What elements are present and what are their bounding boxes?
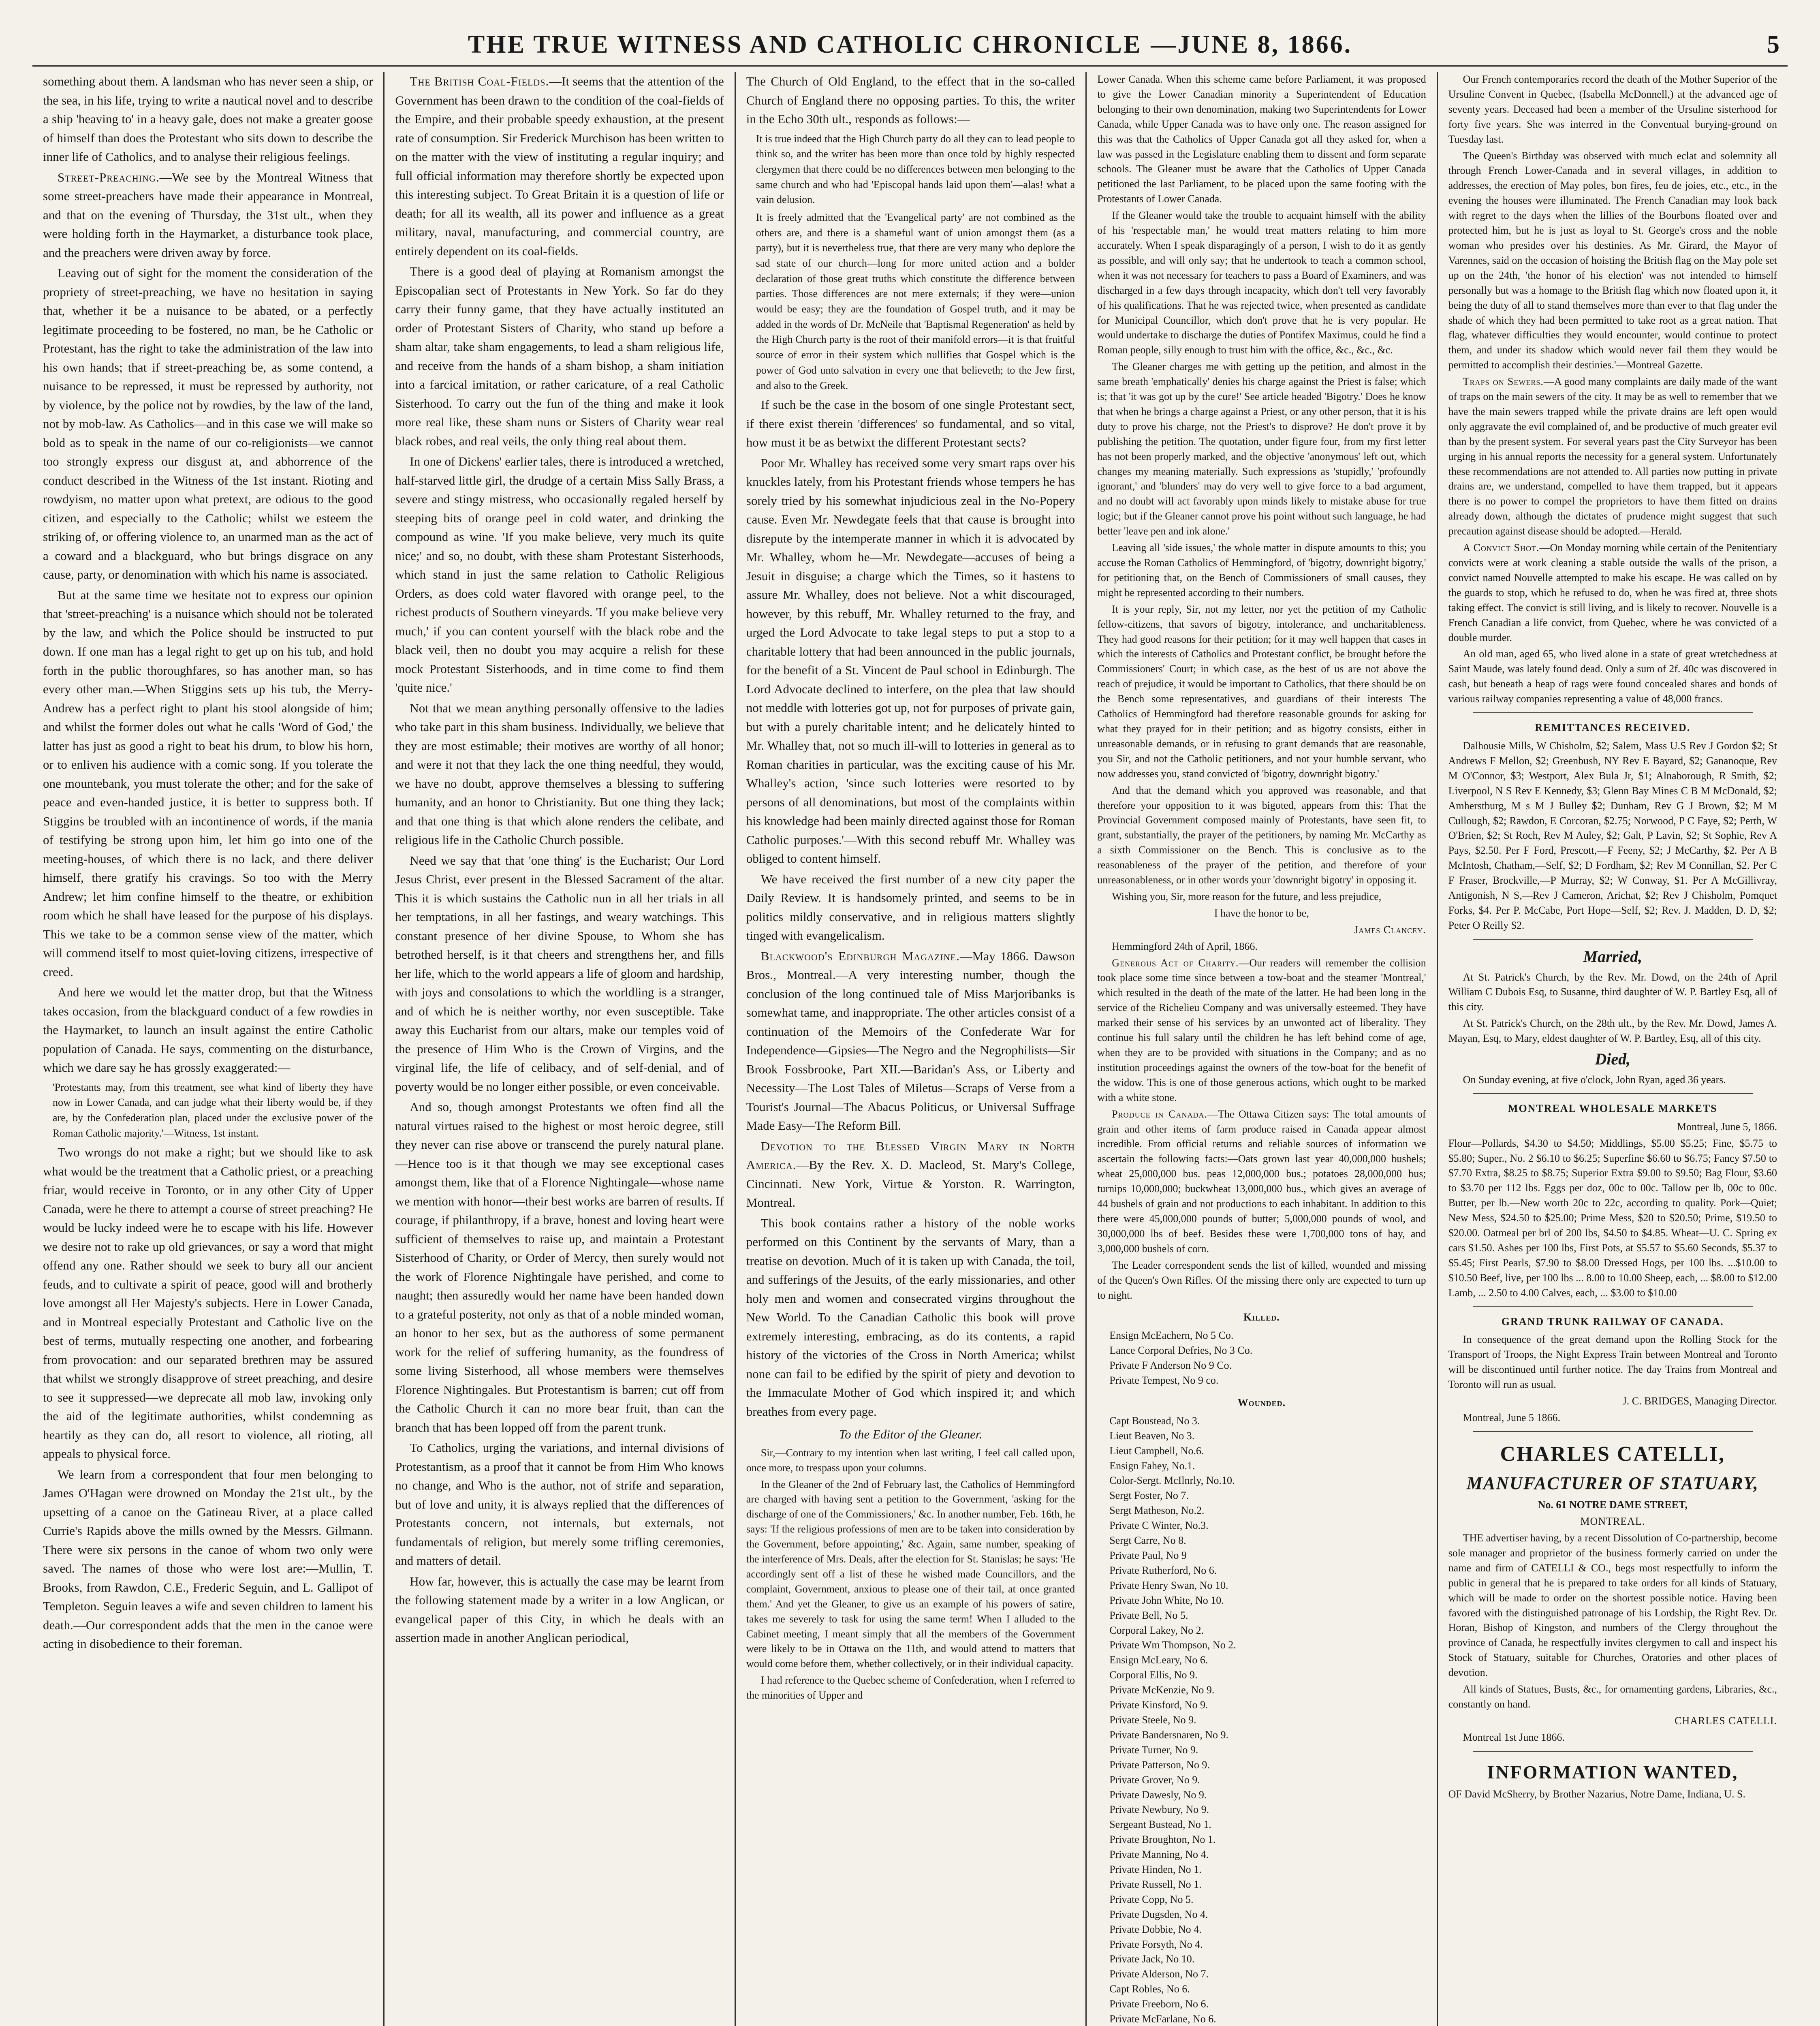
masthead [32, 16, 1788, 67]
quotation: It is true indeed that the High Church party do all they can to lead people to think so, and the writer has been more than once told by highly respected clergymen that there could be no differences between men belonging to the same church and who had 'Episcopal hands laid upon them'—alas! what a vain delusion. [756, 133, 1075, 206]
article-heading: The British Coal-Fields. [410, 74, 549, 88]
page-number: 5 [1767, 31, 1779, 58]
casualty-item: Private Dawesly, No 9. [1109, 1789, 1207, 1801]
article-paragraph: There is a good deal of playing at Romanism amongst the Episcopalian sect of Protestants in New York. So far do they carry their funny game, that they have actually instituted an order of Protestant Sisters of Charity, who stand up before a sham altar, take sham engagements, to lead a sham religious life, and receive from the hands of a sham bishop, a sham initiation into a farcical imitation, or rather caricature, of a real Catholic Sisterhood. To carry out the fun of the thing and make it look more real like, these sham nuns or Sisters of Charity wear real black robes, and real veils, the only thing real about them. [395, 264, 724, 448]
advertiser-signature: CHARLES CATELLI. [1675, 1714, 1777, 1727]
casualty-item: Private Rutherford, No 6. [1109, 1564, 1217, 1576]
wounded-list [1109, 1414, 1426, 2026]
casualty-item: Private Grover, No 9. [1109, 1774, 1200, 1786]
divider [1473, 939, 1753, 940]
casualty-item: Private John White, No 10. [1109, 1594, 1224, 1606]
died-heading: Died, [1595, 1050, 1631, 1069]
advertiser-trade: MANUFACTURER OF STATUARY, [1466, 1473, 1759, 1493]
article-heading: Street-Preaching. [58, 170, 160, 184]
info-wanted-heading: INFORMATION WANTED, [1487, 1761, 1739, 1782]
casualty-item: Private Dobbie, No 4. [1109, 1923, 1202, 1935]
article-paragraph: And so, though amongst Protestants we often find all the natural virtues raised to the highest or most heroic degree, still they never can rise above or transcend the purely natural plane.—Hence too is it that though we may see exceptional cases amongst them, like that of a Florence Nightingale—whose name we mention with honor—their best works are barren of results. If courage, if philanthropy, if a brave, honest and loving heart were sufficient of themselves to raise up, and maintain a Protestant Sisterhood of Charity, or Order of Mercy, then surely would not the work of Florence Nightingale have perished, and come to naught; then assuredly would her name have been handed down to a grateful posterity, not only as that of a noble minded woman, an honor to her sex, but as the authoress of some permanent work for the relief of suffering humanity, as the foundress of some living Sisterhood, all whose members were themselves Florence Nightingales. But Protestantism is barren; cut off from the Catholic Church it can no more bear fruit, than can the branch that has been lopped off from the parent trunk. [395, 1100, 724, 1434]
married-heading: Married, [1583, 947, 1643, 966]
article-paragraph: Need we say that that 'one thing' is the Eucharist; Our Lord Jesus Christ, ever present in the Blessed Sacrament of the altar. This it is which sustains the Catholic nun in all her trials in all her temptations, in all her fastings, and weary watchings. This constant presence of her divine Spouse, to Whom she has betrothed herself, is it that cheers and strengthens her, and fills her life, which to the world appears a life of gloom and hardship, with joys and consolations to which the worldling is a stranger, and of which he is neither worthy, nor even susceptible. Take away this Eucharist from our altars, make our temples void of the presence of Him Who is the Crown of Virgins, and the virginal life, the life of celibacy, and of self-denial, and of poverty would be no longer either possible, or even conceivable. [395, 853, 724, 1094]
article-charity [1097, 956, 1426, 1105]
article-heading: A Convict Shot. [1463, 542, 1540, 554]
article-heading: Produce in Canada. [1112, 1108, 1207, 1120]
article-coal-fields [395, 72, 724, 261]
casualty-item: Private F Anderson No 9 Co. [1109, 1359, 1232, 1372]
letter-heading: To the Editor of the Gleaner. [839, 1427, 983, 1442]
casualty-item: Sergt Matheson, No.2. [1109, 1505, 1205, 1517]
killed-list [1109, 1328, 1426, 1388]
article-paragraph: How far, however, this is actually the case may be learnt from the following statement made by a writer in a low Anglican, or evangelical paper of this City, in which he deals with an assertion made in another Anglican periodical, [395, 1574, 724, 1645]
article-text: —May 1866. Dawson Bros., Montreal.—A very interesting number, though the conclusion of the long continued tale of Miss Marjoribanks is somewhat tame, and inappropriate. The other articles consist of a continuation of the Memoirs of the Confederate War for Independence—Gipsies—The Negro and the Negrophilists—Sir Brook Fossbrooke, Part XII.—Baridan's Ass, or Liberty and Necessity—The Lost Tales of Miletus—Scraps of Verse from a Tourist's Journal—The Abacus Politicus, or Universal Suffrage Made Easy—The Reform Bill. [746, 949, 1075, 1133]
article-text: —Our readers will remember the collision took place some time since between a tow-boat and the steamer 'Montreal,' which resulted in the death of the mate of the latter. He had been long in the service of the Richelieu Company and was universally esteemed. They have marked their sense of his services by an unwonted act of liberality. They continue his full salary until the children he has left behind come of age, when they are to be provided with situations in the Company; and as no institution proceedings against the owners of the tow-boat for the benefit of the widow. This is one of those generous actions, which ought to be marked with a white stone. [1097, 957, 1426, 1103]
article-paragraph: We have received the first number of a new city paper the Daily Review. It is handsomely printed, and seems to be in politics mildly conservative, and in religious matters slightly tinged with evangelicalism. [746, 872, 1075, 943]
casualty-item: Private Dugsden, No 4. [1109, 1908, 1208, 1920]
casualty-item: Private Bell, No 5. [1109, 1609, 1188, 1621]
markets-date: Montreal, June 5, 1866. [1677, 1120, 1777, 1133]
markets-prices: Flour—Pollards, $4.30 to $4.50; Middlings, $5.00 $5.25; Fine, $5.75 to $5.80; Super., No. 2 $6.10 to $6.25; Superfine $6.60 to $6.75; Fancy $7.50 to $7.70 Extra, $8.25 to $8.75; Superior Extra $9.00 to $9.50; Bag Flour, $3.60 to $3.70 per 112 lbs. Eggs per doz, 00c to 00c. Tallow per lb, 00c to 00c. Butter, per lb.—New worth 20c to 22c, according to quality. Pork—Quiet; New Mess, $24.50 to $25.00; Prime Mess, $20 to $20.50; Prime, $19.50 to $20.00. Oatmeal per brl of 200 lbs, $4.50 to $4.85. Wheat—U. C. Spring ex cars $1.50. Ashes per 100 lbs, First Pots, at $5.57 to $5.60 Seconds, $5.37 to $5.45; First Pearls, $7.90 to $8.00 Dressed Hogs, per 100 lbs. ...$10.00 to $10.50 Beef, live, per 100 lbs ... 8.00 to 10.00 Sheep, each, ... $8.00 to $12.00 Lamb, ... 2.50 to 4.00 Calves, each, ... $3.00 to $10.00 [1448, 1137, 1777, 1299]
casualty-item: Private Steele, No 9. [1109, 1714, 1196, 1726]
article-paragraph: Leaving out of sight for the moment the consideration of the propriety of street-preaching, we have no hesitation in saying that, whether it be a nuisance to be abated, or a perfectly legitimate proceeding to be fostered, no man, be he Catholic or Protestant, has the right to take the administration of the law into his own hands; that if street-preaching be, as some contend, a nuisance to be repressed, it must be repressed by authority, not by violence, by the police not by rowdies, by the law of the land, not by mob-law. As Catholics—and in this case we will make so bold as to speak in the name of our co-religionists—we cannot too strongly express our disgust at, and abhorrence of the conduct described in the Witness of the 1st instant. Rioting and rowdyism, no matter upon what pretext, are odious to the good citizen, and especially to the Catholic; whilst we esteem the striking of, or offering violence to, an unarmed man as the act of a coward and a blackguard, who but brings disgrace on any cause, party, or denomination with which his name is associated. [43, 266, 373, 581]
casualty-item: Private Copp, No 5. [1109, 1893, 1194, 1905]
article-paragraph: Not that we mean anything personally offensive to the ladies who take part in this sham business. Individually, we believe that they are most estimable; their motives are worthy of all honor; and were it not that they lack the one thing needful, they would, we have no doubt, approve themselves a blessing to suffering humanity, and an honor to Christianity. But one thing they lack; and that one thing is that which alone renders the celibate, and religious life in the Catholic Church possible. [395, 701, 724, 847]
casualty-item: Private Freeborn, No 6. [1109, 1998, 1209, 2010]
casualty-item: Corporal Lakey, No 2. [1109, 1624, 1204, 1636]
casualty-item: Private Patterson, No 9. [1109, 1759, 1210, 1771]
casualty-item: Private Jack, No 10. [1109, 1953, 1195, 1965]
casualty-item: Lieut Campbell, No.6. [1109, 1445, 1204, 1457]
issue-date: —JUNE 8, 1866. [1151, 31, 1352, 58]
letter-paragraph: Wishing you, Sir, more reason for the future, and less prejudice, [1112, 890, 1382, 902]
advertisement-body: THE advertiser having, by a recent Dissolution of Co-partnership, become sole manager and proprietor of the business formerly carried on under the name and firm of CATELLI & CO., begs most respectfully to inform the public in general that he is prepared to take orders for all kinds of Statuary, which will be made to order on the shortest possible notice. Having been favored with the distinguished patronage of his Lordship, the Right Rev. Dr. Horan, Bishop of Kingston, and numbers of the Clergy throughout the province of Canada, he respectfully invites clergymen to call and inspect his Stock of Statuary, suitable for Churches, Oratories and other places of devotion. [1448, 1532, 1777, 1679]
column-3 [735, 72, 1085, 2026]
casualty-item: Private Alderson, No 7. [1109, 1968, 1209, 1980]
casualty-item: Private Paul, No 9 [1109, 1549, 1187, 1561]
railway-heading: GRAND TRUNK RAILWAY OF CANADA. [1501, 1315, 1724, 1327]
casualty-item: Sergt Carre, No 8. [1109, 1534, 1186, 1547]
casualty-item: Private Russell, No 1. [1109, 1878, 1202, 1890]
article-heading: Blackwood's Edinburgh Magazine. [760, 949, 960, 963]
article-paragraph: The Church of Old England, to the effect that in the so-called Church of England there no opposing parties. To this, the writer in the Echo 30th ult., responds as follows:— [746, 74, 1075, 126]
railway-date: Montreal, June 5 1866. [1463, 1412, 1561, 1423]
article-text: —It seems that the attention of the Government has been drawn to the condition of the coal-fields of the Empire, and their probable speedy exhaustion, at the present rate of consumption. Sir Frederick Murchison has been written to on the matter with the view of instituting a regular inquiry; and full official information may therefore shortly be expected upon this interesting subject. To Great Britain it is a question of life or death; for all its wealth, all its power and influence as a great military, naval, manufacturing, and commercial country, are entirely dependent on its coal-fields. [395, 74, 724, 258]
article-sewers [1448, 374, 1777, 539]
casualty-item: Sergt Foster, No 7. [1109, 1490, 1189, 1502]
article-produce [1097, 1107, 1426, 1257]
article-paragraph: An old man, aged 65, who lived alone in a state of great wretchedness at Saint Maude, was lately found dead. Only a sum of 2f. 40c was discovered in cash, but beneath a heap of rags were found concealed shares and bonds of various railway companies representing a value of 48,000 francs. [1448, 648, 1777, 705]
advertiser-name: CHARLES CATELLI, [1500, 1442, 1726, 1466]
died-notice: On Sunday evening, at five o'clock, John Ryan, aged 36 years. [1463, 1073, 1726, 1086]
married-notice: At St. Patrick's Church, by the Rev. Mr. Dowd, on the 24th of April William C Dubois Esq, to Susanne, third daughter of W. P. Bartley Esq, all of this city. [1448, 971, 1777, 1013]
column-1 [32, 72, 383, 2026]
remittances-heading: REMITTANCES RECEIVED. [1535, 722, 1691, 734]
divider [1473, 1306, 1753, 1307]
newspaper-title: THE TRUE WITNESS AND CATHOLIC CHRONICLE [468, 31, 1142, 58]
article-paragraph: In one of Dickens' earlier tales, there is introduced a wretched, half-starved little girl, the drudge of a certain Miss Sally Brass, a severe and stingy mistress, who occasionally regaled herself by steeping bits of orange peel in cold water, and drinking the compound as wine. 'If you make believe, very much its quite nice;' and so, no doubt, with these sham Protestant Sisterhoods, which stand in just the same relation to Catholic Religious Orders, as does cold water flavored with orange peel, to the richest products of Southern vineyards. 'If you make believe very much,' if you can content yourself with the black robe and the black veil, then no doubt you may acquire a relish for these mock Protestant Sisterhoods, and in time come to find them 'quite nice.' [395, 454, 724, 695]
letter-closing: I have the honor to be, [1214, 907, 1309, 919]
casualty-item: Private Turner, No 9. [1109, 1744, 1198, 1756]
article-text: —On Monday morning while certain of the Penitentiary convicts were at work cleaning a stable outside the walls of the prison, a convict named Nouvelle attempted to make his escape. He was called on by the guards to stop, which he refused to do, when he was fired at, three shots taking effect. The convict is still living, and is likely to recover. Nouvelle is a French Canadian a life convict, from Quebec, where he was convicted of a double murder. [1448, 542, 1777, 643]
letter-dateline: Hemmingford 24th of April, 1866. [1112, 940, 1258, 952]
article-paragraph: Poor Mr. Whalley has received some very smart raps over his knuckles lately, from his Protestant friends whose tempers he has sorely tried by his somewhat injudicious zeal in the No-Popery cause. Even Mr. Newdegate feels that that cause is brought into disrepute by the intemperate manner in which it is advocated by Mr. Whalley, whom he—Mr. Newdegate—accuses of being a Jesuit in disguise; a charge which the Times, so it hastens to assure Mr. Whalley, does not believe. Not a whit discouraged, however, by this rebuff, Mr. Whalley returned to the fray, and urged the Lord Advocate to take legal steps to put a stop to a charitable lottery that had been announced in the public journals, for the benefit of a St. Vincent de Paul school in Edinburgh. The Lord Advocate declined to interfere, on the plea that law should not meddle with lotteries got up, not for purposes of private gain, but with a purely charitable intent; and he delicately hinted to Mr. Whalley that, not so much ill-will to lotteries in general as to Roman charities in particular, was the exciting cause of his Mr. Whalley's action, 'since such lotteries were resorted to by persons of all denominations, but most of the complaints within his knowledge had been mainly directed against those for Roman Catholic purposes.'—With this second rebuff Mr. Whalley was obliged to content himself. [746, 455, 1075, 866]
article-text: —We see by the Montreal Witness that some street-preachers have made their appearance in Montreal, and that on the evening of Thursday, the 31st ult., when they were holding forth in the Haymarket, a disturbance took place, and the preachers were driven away by force. [43, 170, 373, 260]
divider [1473, 1751, 1753, 1752]
article-heading: Generous Act of Charity. [1112, 957, 1239, 969]
casualty-item: Private Broughton, No 1. [1109, 1834, 1216, 1846]
article-paragraph: The Leader correspondent sends the list of killed, wounded and missing of the Queen's Own Rifles. Of the missing there only are expected to turn up to night. [1097, 1259, 1426, 1301]
casualty-item: Ensign Fahey, No.1. [1109, 1460, 1195, 1472]
remittances-list: Dalhousie Mills, W Chisholm, $2; Salem, Mass U.S Rev J Gordon $2; St Andrews F Mellon, $2; Greenbush, NY Rev E Bayard, $2; Gananoque, Rev M O'Connor, $3; Westport, Alex Bula Jr, $1; Alnaborough, R Smith, $2; Liverpool, N S Rev E Kennedy, $3; Glenn Bay Mines C B M McDonald, $2; Amherstburg, M s M J Bulley $2; Dunham, Rev G J Brown, $2; M M Cullough, $2; Rawdon, E Corcoran, $2.75; Norwood, P C Faye, $2; Perth, W O'Brien, $2; St Roch, Rev M Auley, $2; Galt, P Lavin, $2; St Sophie, Rev A Pays, $2.50. Per F Ford, Prescott,—F Feeny, $2; J McCarthy, $2. Per A B McIntosh, Chatham,—Self, $2; D Fordham, $2; Rev M Connillan, $2. Per C F Fraser, Brockville,—P Murray, $2; W Conway, $1. Per A McGillivray, Antigonish, N S,—Rev J Cameron, Arichat, $2; Rev J Chisholm, Pomquet Forks, $4. Per P. McCabe, Port Hope—Self, $2; Rev. J. Madden, D. D, $2; Peter O Reilly $2. [1448, 739, 1777, 931]
review-devotion [746, 1137, 1075, 1212]
info-wanted-text: OF David McSherry, by Brother Nazarius, Notre Dame, Indiana, U. S. [1448, 1788, 1745, 1800]
casualty-item: Private Manning, No 4. [1109, 1849, 1209, 1861]
article-convict [1448, 541, 1777, 645]
wounded-heading: Wounded. [1237, 1396, 1286, 1408]
letter-paragraph: The Gleaner charges me with getting up the petition, and almost in the same breath 'emphatically' denies his charge against the Priest is false; which is; that 'it was got up by the cure!' See article headed 'Bigotry.' Does he know that when he brings a charge against a Priest, or any other person, that it is his duty to prove his charge, not the Priest's to disprove? He don't prove it by publishing the petition. The quotation, under figure four, from my first letter has not been properly marked, and the objective 'anonymous' left out, which changes my meaning materially. Such expressions as 'stupidly,' 'profoundly ignorant,' and 'blunders' may do very well to give force to a bad argument, and no doubt will act favorably upon minds likely to mistake abuse for true logic; but if the Gleaner cannot prove his point without such language, he had better 'leave pen and ink alone.' [1097, 361, 1426, 537]
letter-paragraph: Leaving all 'side issues,' the whole matter in dispute amounts to this; you accuse the Roman Catholics of Hemmingford, of 'bigotry, downright bigotry,' for petitioning that, on the Bench of Commissioners of small causes, they might be represented according to their numbers. [1097, 542, 1426, 598]
advertisement-body: All kinds of Statues, Busts, &c., for ornamenting gardens, Libraries, &c., constantly on hand. [1448, 1683, 1777, 1710]
article-text: —The Ottawa Citizen says: The total amounts of grain and other items of farm produce raised in Canada appear almost incredible. From official returns and reliable sources of information we ascertain the following facts:—Oats grown last year 40,000,000 bushels; wheat 25,000,000 bus. peas 12,000,000 bus.; potatoes 28,000,000 bus; turnips 10,000,000; buckwheat 13,000,000 bus., which gives an average of 44 bushels of grain and not productions to each inhabitant. In addition to this there were 45,000,000 pounds of butter; 5,000,000 pounds of wool, and 30,000,000 lbs of beef. Besides these were 1,700,000 tons of hay, and 3,000,000 bushels of corn. [1097, 1108, 1426, 1254]
quotation: 'Protestants may, from this treatment, see what kind of liberty they have now in Lower Canada, and can judge what their liberty would be, if they are, by the Confederation plan, placed under the exclusive power of the Roman Catholic majority.'—Witness, 1st instant. [53, 1081, 373, 1139]
killed-heading: Killed. [1243, 1311, 1280, 1323]
quotation: It is freely admitted that the 'Evangelical party' are not combined as the others are, and there is a shameful want of union amongst them (as a party), but it is nevertheless true, that there are very many who deplore the sad state of our church—long for more united action and a bolder declaration of those great truths which constitute the difference between parties. Those differences are not mere externals; if they were—union would be easy; they are the foundation of Gospel truth, and it may be added in the words of Dr. McNeile that 'Baptismal Regeneration' as held by the High Church party is the root of their manifold errors—it is that fruitful source of error in their system which nullifies that Gospel which is the power of God unto salvation in every one that believeth; to the Jew first, and also to the Greek. [756, 211, 1075, 391]
letter-signature: James Clancey. [1354, 923, 1426, 936]
married-notice: At St. Patrick's Church, on the 28th ult., by the Rev. Mr. Dowd, James A. Mayan, Esq, to Mary, eldest daughter of W. P. Bartley, Esq, all of this city. [1448, 1017, 1777, 1045]
letter-paragraph: Lower Canada. When this scheme came before Parliament, it was proposed to give the Lower Canadian minority a Superintendent of Education belonging to their own denomination, making two Superintendents for Lower Canada, while Upper Canada was to have only one. The reason assigned for this was that the Catholics of Upper Canada got all they asked for, when a law was passed in the Legislature enabling them to dissent and form separate schools. The Gleaner must be aware that the Catholics of Upper Canada petitioned the last Parliament, to be placed upon the same footing with the Protestants of Lower Canada. [1097, 73, 1426, 205]
casualty-item: Ensign McEachern, No 5 Co. [1109, 1329, 1234, 1342]
casualty-item: Corporal Ellis, No 9. [1109, 1669, 1198, 1681]
letter-paragraph: If the Gleaner would take the trouble to acquaint himself with the ability of his 'respectable man,' he would treat matters relating to him more accurately. When I speak disparagingly of a person, I wish to do it as gently as possible, and will only say; that he undertook to teach a common school, when it was not necessary for teachers to pass a Board of Examiners, and was discharged in a few days through incapacity, which don't tell very favorably of his qualifications. That he was rejected twice, when presented as candidate for Municipal Councillor, which don't prove that he is very popular. He would undertake to discharge the duties of Pontifex Maximus, could he find a Roman people, silly enough to trust him with the office, &c., &c., &c. [1097, 209, 1426, 356]
divider [1473, 1093, 1753, 1094]
casualty-item: Private Wm Thompson, No 2. [1109, 1639, 1236, 1651]
article-paragraph: We learn from a correspondent that four men belonging to James O'Hagan were drowned on Monday the 21st ult., by the upsetting of a canoe on the Gatineau River, at a place called Currie's Rapids above the mills owned by the Messrs. Gilmann. There were six persons in the canoe of whom two only were saved. The names of those who were lost are:—Mullin, T. Brooks, from Rawdon, C.E., Frederic Seguin, and L. Gallipot of Templeton. Seguin leaves a wife and seven children to lament his death.—Our correspondent adds that the men in the canoe were acting in disobedience to their foreman. [43, 1467, 373, 1651]
casualty-item: Capt Boustead, No 3. [1109, 1415, 1200, 1427]
casualty-item: Private Tempest, No 9 co. [1109, 1374, 1219, 1387]
column-2 [383, 72, 734, 2026]
letter-paragraph: And that the demand which you approved was reasonable, and that therefore your opposition to it was bigoted, appears from this: That the Provincial Government composed mainly of Protestants, have seen fit, to grant, substantially, the prayer of the petitioners, by naming Mr. McCarthy as a sixth Commissioner on the Bench. This is conclusive as to the reasonableness of the prayer of the petition, and therefore of your unreasonableness, or in other words your 'downright bigotry' in opposing it. [1097, 784, 1426, 886]
article-street-preaching [43, 168, 373, 263]
casualty-item: Private Bandersnaren, No 9. [1109, 1729, 1229, 1741]
markets-heading: MONTREAL WHOLESALE MARKETS [1508, 1102, 1717, 1114]
advertiser-address: No. 61 NOTRE DAME STREET, [1538, 1499, 1688, 1511]
casualty-item: Capt Robles, No 6. [1109, 1983, 1190, 1995]
article-paragraph: This book contains rather a history of the noble works performed on this Continent by the servants of Mary, than a treatise on devotion. Much of it is taken up with Canada, the toil, and sufferings of the Jesuits, of the early missionaries, and other holy men and women and consecrated virgins throughout the New World. To the Canadian Catholic this book will prove extremely interesting, embracing, as do its contents, a rapid history of the victories of the Cross in North America; whilst none can fail to be edified by the spirit of piety and devotion to the Immaculate Mother of God which inspired it; and which breathes from every page. [746, 1216, 1075, 1419]
divider [1473, 712, 1753, 713]
article-paragraph: Two wrongs do not make a right; but we should like to ask what would be the treatment that a Catholic priest, or a preaching friar, would receive in Toronto, or in any other City of Upper Canada, were he there to attempt a course of street preaching? He would be lucky indeed were he to escape with his life. However we desire not to rake up old grievances, or say a word that might offend any one. Rather should we seek to bury all our ancient feuds, and to cultivate a spirit of peace, good will and brotherly love amongst all Her Majesty's subjects. Here in Lower Canada, and in Montreal especially Protestant and Catholic live on the best of terms, mutually respecting one another, and forbearing from provocation: and our separated brethren may be assured that whilst we strongly disapprove of street preaching, and desire to see it suppressed—we deprecate all mob law, invoking only the aid of the legitimate authorities, whilst condemning as heartily as they can do, all resort to violence, all rioting, all appeals to physical force. [43, 1145, 373, 1461]
letter-paragraph: In the Gleaner of the 2nd of February last, the Catholics of Hemmingford are charged with having sent a petition to the Government, 'asking for the discharge of one of the Commissioners,' &c. In another number, Feb. 16th, he says: 'If the religious professions of men are to be taken into consideration by the Government, before appointing,' &c. Again, same number, speaking of the interference of Mrs. Deals, after the election for St. Stanislas; he says: 'He accordingly sent off a list of these he wished made Councillors, and the complaint, Government, anxious to please one of their tail, at once granted them.' And yet the Gleaner, to give us an example of his powers of satire, takes me severely to task for using the same term! When I alluded to the Cabinet meeting, I meant simply that all the members of the Government were likely to be in Ottawa on the 11th, and would attend to matters that would come before them, whether collectively, or in their individual capacity. [746, 1478, 1075, 1670]
casualty-item: Sergeant Bustead, No 1. [1109, 1819, 1211, 1831]
advertisement-date: Montreal 1st June 1866. [1463, 1731, 1565, 1743]
casualty-item: Private Kinsford, No 9. [1109, 1699, 1208, 1711]
divider [1473, 1431, 1753, 1432]
article-heading: Traps on Sewers. [1463, 376, 1544, 388]
casualty-item: Private Henry Swan, No 10. [1109, 1579, 1228, 1591]
letter-paragraph: It is your reply, Sir, not my letter, nor yet the petition of my Catholic fellow-citizens, that savors of bigotry, intolerance, and uncharitableness. They had good reasons for their petition; for it may well happen that cases in which the interests of Catholics and Protestant conflict, be brought before the Commissioners' Court; in which case, as the best of us are not above the reach of prejudice, it would be important to Catholics, that there should be on the Bench some representatives, and guardians of their interests The Catholics of Hemmingford had therefore reasonable grounds for asking for what they prayed for in their petition; and as bigotry consists, either in unreasonable demands, or in refusing to grant demands that are reasonable, you Sir, and not the Catholic petitioners, and not your humble servant, who now addresses you, stand convicted of 'bigotry, downright bigotry.' [1097, 603, 1426, 780]
letter-paragraph: I had reference to the Quebec scheme of Confederation, when I referred to the minorities of Upper and [746, 1674, 1075, 1701]
review-blackwoods [746, 947, 1075, 1135]
casualty-item: Ensign McLeary, No 6. [1109, 1654, 1208, 1666]
article-paragraph: Our French contemporaries record the death of the Mother Superior of the Ursuline Convent in Quebec, (Isabella McDonnell,) at the advanced age of seventy years. Deceased had been a member of the Ursuline sisterhood for forty five years. She was interred in the Conventual burying-ground on Tuesday last. [1448, 73, 1777, 145]
casualty-item: Lieut Beaven, No 3. [1109, 1430, 1195, 1442]
casualty-item: Private Newbury, No 9. [1109, 1804, 1209, 1816]
casualty-item: Private Forsyth, No 4. [1109, 1938, 1203, 1950]
casualty-item: Private McFarlane, No 6. [1109, 2013, 1216, 2025]
railway-notice: In consequence of the great demand upon the Rolling Stock for the Transport of Troops, the Night Express Train between Montreal and Toronto will be discontinued until further notice. The day Trains from Montreal and Toronto will run as usual. [1448, 1334, 1777, 1391]
article-paragraph: And here we would let the matter drop, but that the Witness takes occasion, from the blackguard conduct of a few rowdies in the Haymarket, to launch an insult against the entire Catholic population of Canada. He says, commenting on the disturbance, which we dare say he has grossly exaggerated:— [43, 985, 373, 1075]
article-paragraph: something about them. A landsman who has never seen a ship, or the sea, in his life, trying to write a nautical novel and to describe a ship 'heaving to' in a heavy gale, does not make a greater goose of himself than does the Protestant who sits down to describe the inner life of Catholics, and to analyse their religious feelings. [43, 74, 373, 164]
casualty-item: Lance Corporal Defries, No 3 Co. [1109, 1344, 1253, 1357]
article-paragraph: If such be the case in the bosom of one single Protestant sect, if there exist therein 'differences' so fundamental, and so vital, how must it be as betwixt the different Protestant sects? [746, 398, 1075, 450]
article-heading: Devotion to the Blessed Virgin Mary in North America. [746, 1139, 1075, 1172]
article-text: —A good many complaints are daily made of the want of traps on the main sewers of the city. It may be as well to remember that we have the main sewers trapped while the private drains are left open would only aggravate the evil complained of, and be productive of much greater evil than by the present system. For several years past the City Surveyor has been urging in his annual reports the necessity for a general system. Unfortunately these recommendations are not attended to. All parties now putting in private drains are, we understand, compelled to have them trapped, but it appears there is no power to compel the proprietors to have them fitted on drains already down, although the dictates of prudence might suggest that such precaution against disease should be adopted.—Herald. [1448, 376, 1777, 537]
casualty-item: Private Hinden, No 1. [1109, 1864, 1202, 1876]
columns [32, 72, 1788, 2026]
letter-paragraph: Sir,—Contrary to my intention when last writing, I feel call called upon, once more, to trespass upon your columns. [746, 1447, 1075, 1474]
casualty-item: Private C Winter, No.3. [1109, 1520, 1209, 1532]
article-paragraph: The Queen's Birthday was observed with much eclat and solemnity all through French Lower-Canada and in several villages, in addition to addresses, the erection of May poles, bon fires, feu de joies, etc., etc., in the evening the houses were illuminated. The French Canadian may look back with regret to the days when the lillies of the Bourbons floated over and protected him, but he is just as loyal to St. George's cross and the noble woman who presides over his destinies. As Mr. Girard, the Mayor of Varennes, said on the occasion of hoisting the British flag on the May pole set up on the 24th, 'the honor of his election' was not intended to himself personally but was a homage to the British flag which now floated upon it, it being the duty of all to stand themselves more than ever to that flag under the shade of which they had been permitted to take root as a great nation. That flag, whatever difficulties they would encounter, would continue to protect them, and under its shadow which would never fail them they would be permitted to accomplish their destinies.'—Montreal Gazette. [1448, 150, 1777, 371]
casualty-item: Color-Sergt. McIlnrly, No.10. [1109, 1475, 1235, 1487]
article-paragraph: To Catholics, urging the variations, and internal divisions of Protestantism, as a proof that it cannot be from Him Who knows no change, and Who is the author, not of strife and separation, but of love and unity, it is always replied that the differences of Protestants concern, not internals, but externals, not fundamentals of religion, but merely some trifling ceremonies, and matters of detail. [395, 1440, 724, 1568]
column-5 [1437, 72, 1788, 2026]
article-paragraph: But at the same time we hesitate not to express our opinion that 'street-preaching' is a nuisance which should not be tolerated by the law, and which the Police should be instructed to put down. If one man has a legal right to get up on his tub, and hold forth in the public thoroughfares, so has another man, so has every other man.—When Stiggins sets up his tub, the Merry-Andrew has a perfect right to plant his stool alongside of him; and whilst the former doles out what he calls 'Word of God,' the latter has just as good a right to beat his drum, to blow his horn, or to enliven his audience with a comic song. If you tolerate the one mountebank, you must tolerate the other; and for the sake of peace and even-handed justice, it is better to suppress both. If Stiggins be troubled with an incontinence of words, if the mania of testifying be strong upon him, let him go into one of the meeting-houses, of which there is no lack, and there deliver himself, there gratify his cravings. So too with the Merry Andrew; let him confine himself to the theatre, or exhibition room which he shall have leased for the purpose of his displays. This we take to be a common sense view of the matter, which will commend itself to most quiet-loving citizens, irrespective of creed. [43, 588, 373, 979]
railway-signature: J. C. BRIDGES, Managing Director. [1622, 1395, 1777, 1407]
column-4 [1085, 72, 1436, 2026]
article-text: —By the Rev. X. D. Macleod, St. Mary's College, Cincinnati. New York, Virtue & Yorston. R. Warrington, Montreal. [746, 1158, 1075, 1210]
casualty-item: Private McKenzie, No 9. [1109, 1684, 1215, 1696]
advertiser-city: MONTREAL. [1580, 1515, 1645, 1528]
